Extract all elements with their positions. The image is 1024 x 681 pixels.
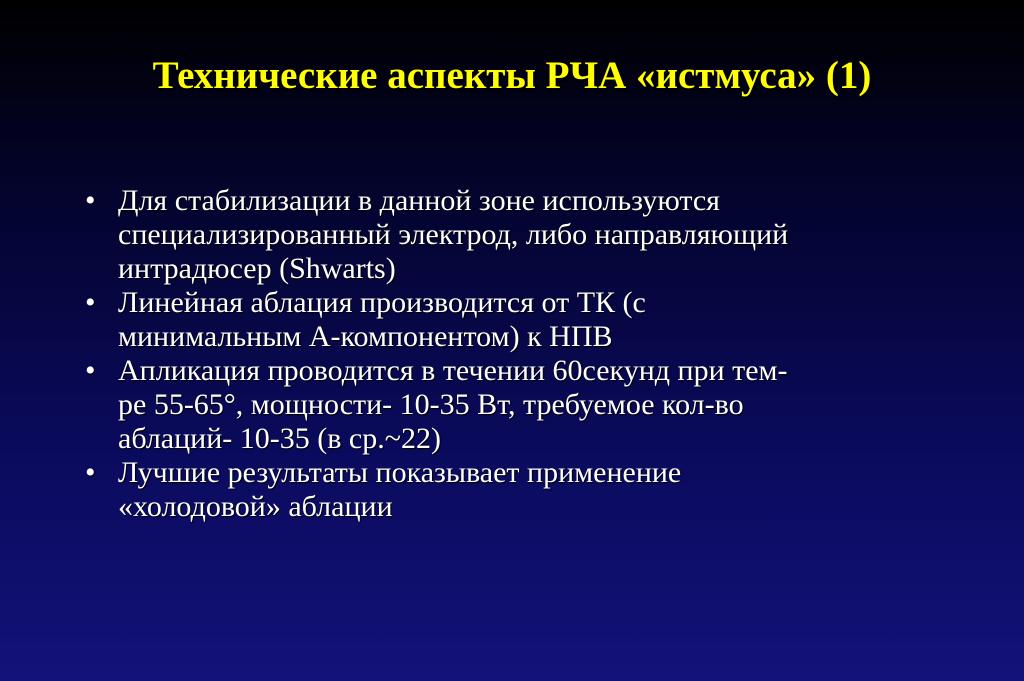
bullet-item-stabilization	[82, 184, 942, 286]
bullet-item-application	[82, 354, 942, 456]
bullet-line: ре 55-65°, мощности- 10-35 Вт, требуемое кол-во	[118, 388, 744, 421]
bullet-line: • Лучшие результаты показывает применение	[118, 456, 682, 489]
bullet-line: аблаций- 10-35 (в ср.~22)	[118, 422, 441, 455]
bullet-line: минимальным А-компонентом) к НПВ	[118, 320, 613, 353]
bullet-line: • Апликация проводится в течении 60секунд при тем-	[118, 354, 788, 387]
bullet-line: • Для стабилизации в данной зоне используются	[118, 184, 720, 217]
slide-title: Технические аспекты РЧА «истмуса» (1)	[152, 54, 872, 97]
bullet-item-cold-ablation	[82, 456, 942, 524]
bullet-line: специализированный электрод, либо направляющий	[118, 218, 789, 251]
bullet-line: «холодовой» аблации	[118, 490, 393, 523]
bullet-line: интрадюсер (Shwarts)	[118, 252, 396, 285]
bullet-line: • Линейная аблация производится от ТК (с	[118, 286, 646, 319]
bullet-list	[82, 184, 942, 524]
bullet-item-linear-ablation	[82, 286, 942, 354]
